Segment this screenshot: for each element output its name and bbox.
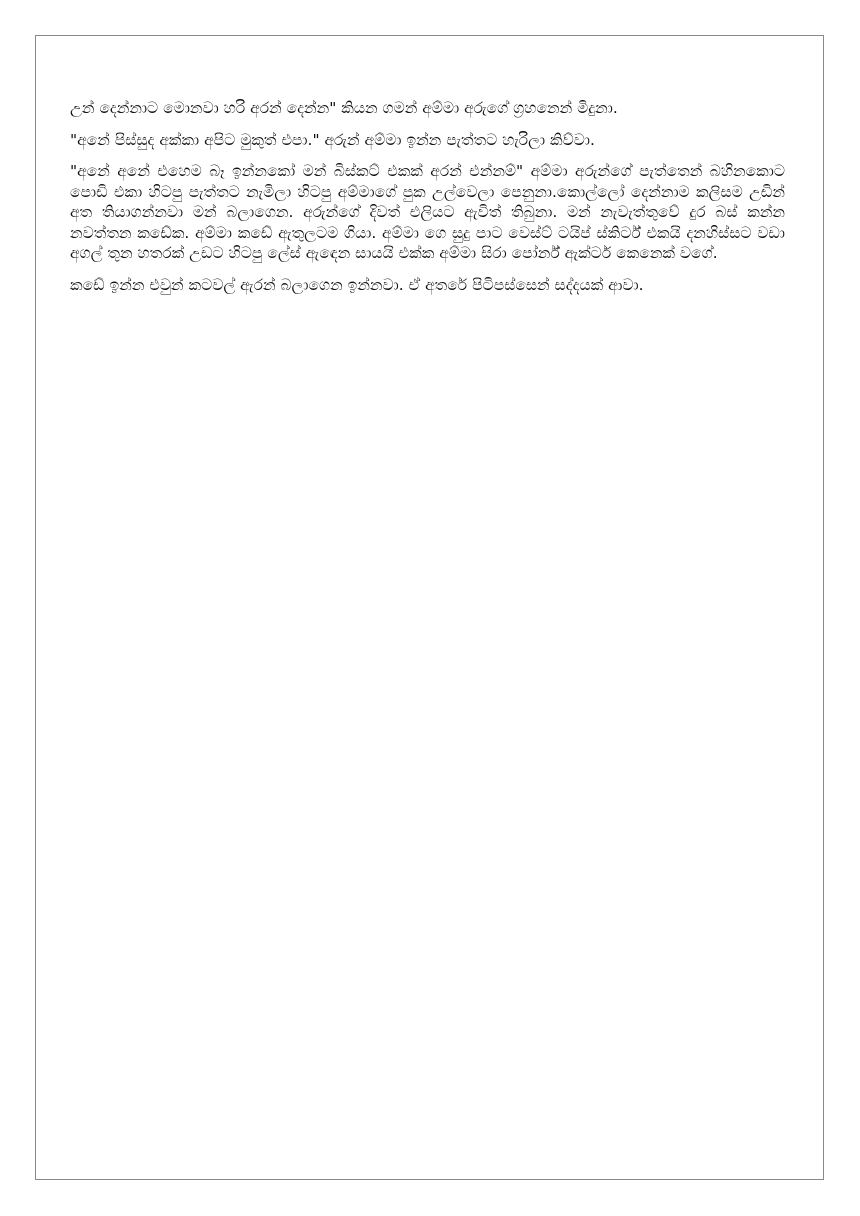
- paragraph-2: "අනේ පිස්සුද අක්කා අපිට මුකුත් එපා." අරුන් අම්මා ඉන්න පැත්තට හැරිලා කිව්වා.: [70, 130, 595, 149]
- paragraph-3: "අනේ අනේ එහෙම බෑ ඉන්නකෝ මන් බිස්කට් එකක් අරන් එන්නම්" අම්මා අරුන්ගේ පැත්තෙන් බහිනකොට පොඩි එකා හිටපු පැත්තට නැමිලා හිටපු අම්මාගේ පුක උල්වෙලා පෙනුනා.කොල්ලෝ දෙන්නාම කලිසම උඩින් අත තියාගන්නවා මන් බලාගෙන. අරුන්ගේ දිවත් එලියට ඇවිත් තිබුනා. මන් නැවැත්තුවේ දුර බස් කන්න නවත්තන කඩේක. අම්මා කඩේ ඇතුලටම ගියා. අම්මා ගෙ සුදු පාට වෙස්ට් ටයිප් ස්කිර්ට් එකයි දනහිස්සට වඩා අගල් තුන හතරක් උඩට හිටපු ලේස් ඇඳෙන සායයි එක්ක අම්මා සිරා පෝර්න් ඇක්ටර් කෙනෙක් වගේ.: [70, 162, 785, 262]
- paragraph-4: කඩේ ඉන්න එවුන් කටවල් ඇරන් බලාගෙන ඉන්නවා. ඒ අතරේ පිටිපස්සෙන් සද්දයක් ආවා.: [70, 275, 644, 294]
- paragraph-1: උන් දෙන්නාට මොනවා හරි අරන් දෙන්න" කියන ගමන් අම්මා අරුගේ ග්‍රහනෙන් මිදුනා.: [70, 99, 618, 117]
- document-body: [70, 98, 785, 306]
